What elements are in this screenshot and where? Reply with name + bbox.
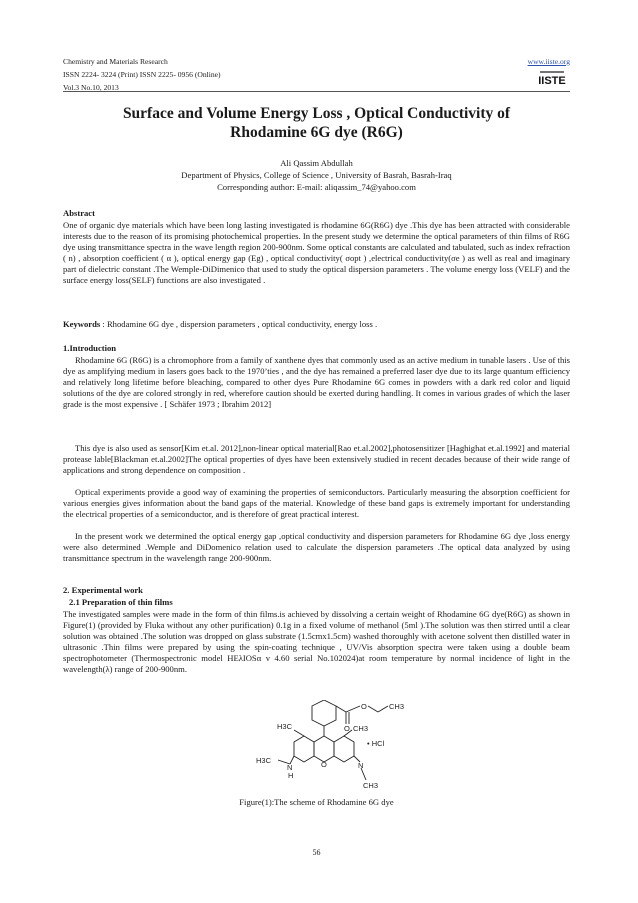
intro-paragraph-2: This dye is also used as sensor[Kim et.al. 2012],non-linear optical material[Rao et.al.2002],photosensitizer [Haghighat et.al.1992] and material protease lable[Blackman et.al.2002]The optical properties of dyes have been extensively studied in recent decades because of their wide range of applications and strong dependence on composition .	[63, 443, 570, 475]
phenyl-ring	[312, 700, 336, 726]
corresponding-author: Corresponding author: E-mail: aliqassim_74@yahoo.com	[217, 182, 416, 192]
header-divider	[63, 91, 570, 92]
keywords-line	[63, 319, 570, 330]
carbonyl-oxygen-label: O	[344, 724, 350, 733]
ring-oxygen-label: O	[321, 760, 327, 769]
keywords-label: Keywords	[63, 319, 101, 329]
central-ring	[314, 736, 334, 762]
amine-ethyl-label: H3C	[256, 756, 272, 765]
keywords-text: : Rhodamine 6G dye , dispersion parameters , optical conductivity, energy loss .	[102, 319, 378, 329]
experimental-heading: 2. Experimental work	[63, 585, 143, 595]
journal-url-link[interactable]: www.iiste.org	[527, 57, 570, 66]
experimental-text: The investigated samples were made in the form of thin films.is achieved by dissolving a certain weight of Rhodamine 6G dye(R6G) as shown in Figure(1) (provided by Fluka without any other purification) 0.1g in a fixed volume of methanol (5ml ).The solution was then stirred until a clear solution was obtained .The solution was dropped on glass substrate (1.5cmx1.5cm) washed thoroughly with acetone solvent then distilled water in ultrasonic .Thin films were prepared by using the spin-coating technique , UV/Vis absorption spectra were taken using a double beam spectrophotometer (Thermospectronic model HEλIOSα v 4.60 serial No.102024)at room temperature by normal incidence of light in the wavelength(λ) range of 200-900nm.	[63, 609, 570, 674]
amine-h-label: H	[288, 771, 294, 780]
rhodamine-structure-figure	[232, 700, 432, 794]
abstract-heading: Abstract	[63, 208, 95, 218]
issn-line: ISSN 2224- 3224 (Print) ISSN 2225- 0956 (Online)	[63, 70, 221, 79]
figure-caption: Figure(1):The scheme of Rhodamine 6G dye	[239, 797, 394, 807]
imine-ch3-label: CH3	[363, 781, 379, 790]
imine-n-label: N	[358, 761, 364, 770]
author-name: Ali Qassim Abdullah	[280, 158, 353, 168]
logo-text: IISTE	[538, 75, 566, 87]
left-ring	[294, 736, 314, 762]
introduction-heading: 1.Introduction	[63, 343, 117, 353]
affiliation: Department of Physics, College of Science , University of Basrah, Basrah-Iraq	[181, 170, 452, 180]
preparation-subheading: 2.1 Preparation of thin films	[69, 597, 173, 607]
left-methyl-label: H3C	[277, 722, 293, 731]
right-methyl-label: CH3	[353, 724, 369, 733]
right-ring	[334, 736, 354, 762]
abstract-text: One of organic dye materials which have been long lasting investigated is rhodamine 6G(R6G) dye .This dye has been attracted with considerable interests due to the reason of its promising photochemical properties. In the present study we determine the optical parameters of thin films of R6G dye using transmittance spectra in the wave length region 200-900nm. Some optical constants are calculated and tabulated, such as index refraction ( n) , absorption coefficient ( α ), optical energy gap (Eg) , optical conductivity( σopt ) ,electrical conductivity(σe ) as well as real and imaginary part of dielectric constant .The Wemple-DiDimenico that used to study the optical dispersion parameters . The volume energy loss (VELF) and the surface energy loss(SELF) functions are also investigated .	[63, 220, 570, 285]
journal-name: Chemistry and Materials Research	[63, 57, 168, 66]
hcl-label: • HCl	[367, 739, 385, 748]
paper-title	[63, 104, 570, 142]
ester-oxygen-label: O	[361, 702, 367, 711]
title-line-2: Rhodamine 6G dye (R6G)	[230, 124, 403, 141]
intro-paragraph-1: Rhodamine 6G (R6G) is a chromophore from a family of xanthene dyes that commonly used as an active medium in tunable lasers . Use of this dye as amplifying medium in lasers goes back to the 1970’ties , and the dye has remained a preferred laser dye due to its large quantum efficiency and relatively long lifetime before bleaching, compared to other dyes Pure Rhodamine 6G comes in powders with a dark red color and liquid solutions of the dye are colored strongly in red, wherefore caution should be exerted during handling. It comes in various grades of which the laser grade is the most expensive . [ Schäfer 1973 ; Ibrahim 2012]	[63, 355, 570, 409]
amine-n-label: N	[287, 763, 293, 772]
iiste-logo	[534, 69, 570, 87]
ester-ch3-label: CH3	[389, 702, 405, 711]
title-line-1: Surface and Volume Energy Loss , Optical Conductivity of	[122, 105, 511, 122]
volume-line: Vol.3 No.10, 2013	[63, 83, 119, 92]
page-number: 56	[312, 848, 321, 857]
intro-paragraph-4: In the present work we determined the optical energy gap ,optical conductivity and dispersion parameters for Rhodamine 6G dye ,loss energy were also determined .Wemple and DiDomenico relation used to calculate the dispersion parameters .The optical data analyzed by using transmittance spectrum in the wavelength range 200-900nm.	[63, 531, 570, 563]
intro-paragraph-3: Optical experiments provide a good way of examining the properties of semiconductors. Particularly measuring the absorption coefficient for various energies gives information about the band gaps of the material. Knowledge of these band gaps is extremely important for understanding the electrical properties of a semiconductor, and is therefore of great practical interest.	[63, 487, 570, 519]
